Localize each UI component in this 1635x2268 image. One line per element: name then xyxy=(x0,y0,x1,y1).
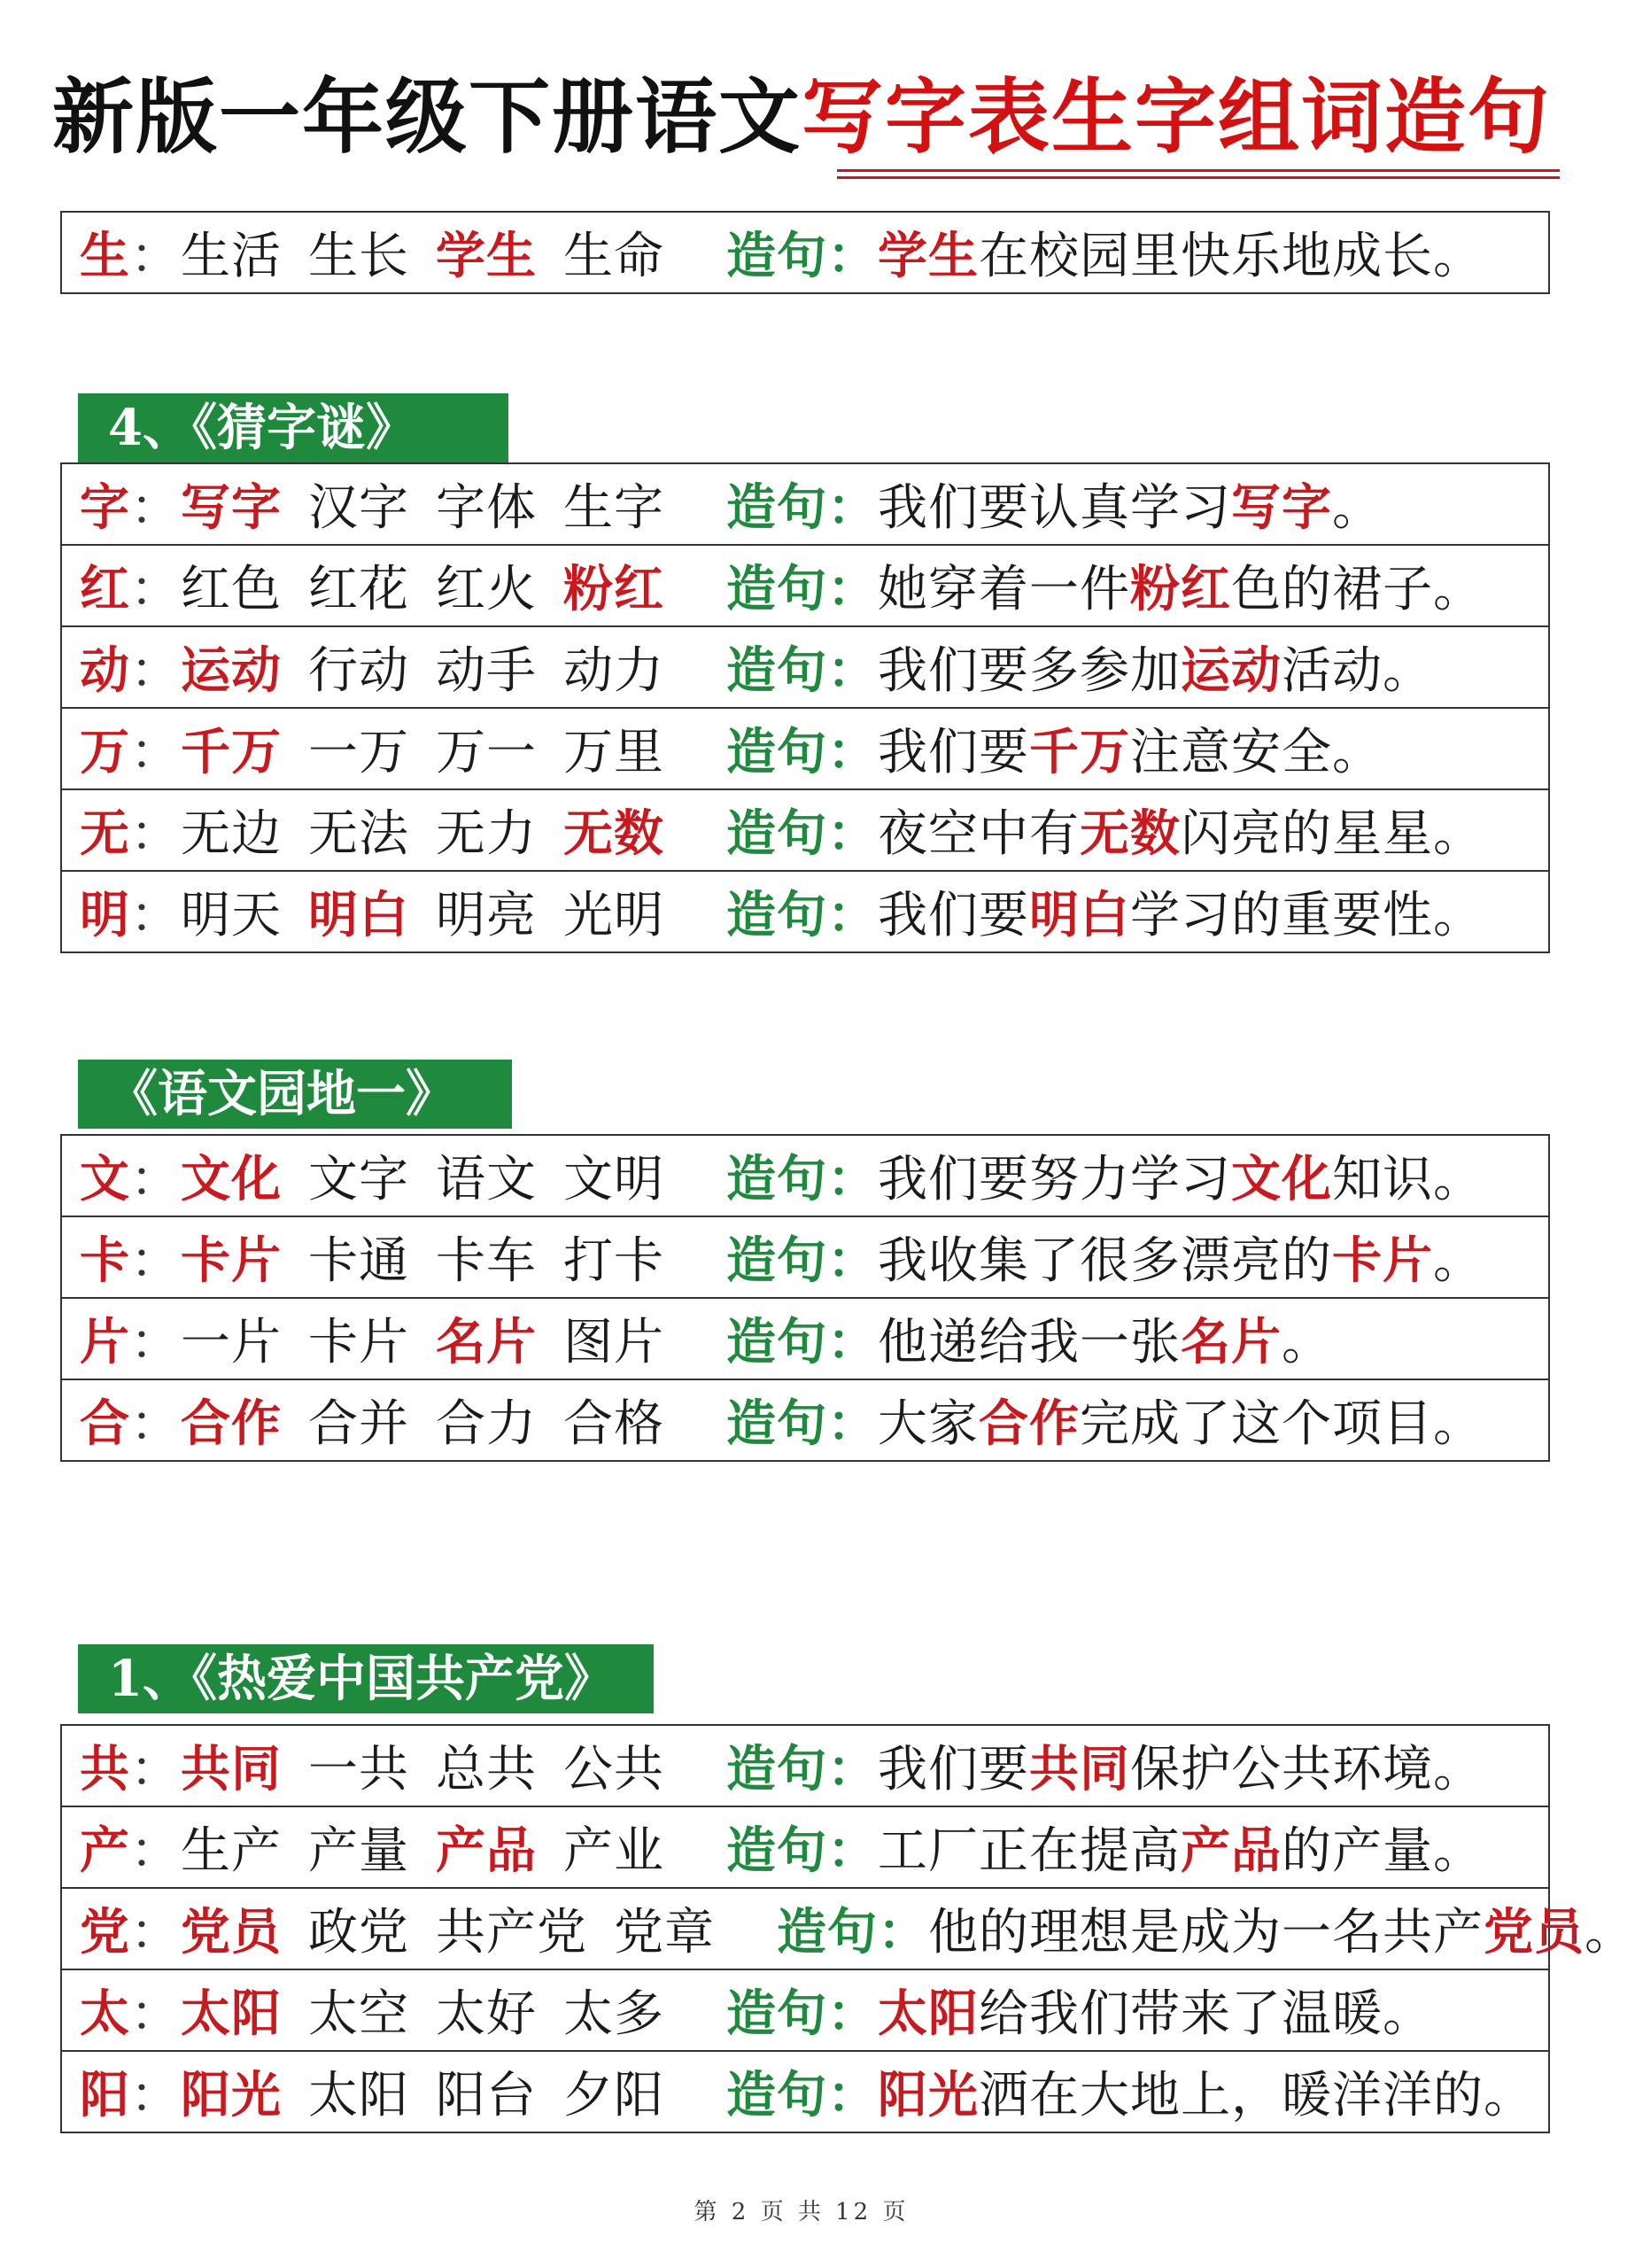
sentence-part: 他递给我一张 xyxy=(878,1314,1181,1371)
row-cell xyxy=(61,545,1549,626)
word: 运动 xyxy=(181,641,282,700)
character: 无 xyxy=(80,804,130,863)
character: 产 xyxy=(80,1821,130,1880)
word: 生命 xyxy=(563,228,664,285)
colon: ： xyxy=(827,1231,878,1290)
character: 卡 xyxy=(80,1231,130,1290)
word: 一片 xyxy=(181,1314,282,1371)
word: 名片 xyxy=(436,1313,537,1371)
word-table xyxy=(60,1724,1635,2133)
sentence-label: 造句 xyxy=(726,478,827,537)
character: 红 xyxy=(80,560,130,618)
word: 红花 xyxy=(308,561,409,618)
word: 阳光 xyxy=(181,2066,282,2124)
title-black-part: 新版一年级下册语文 xyxy=(51,70,802,165)
table-row xyxy=(61,463,1549,545)
word: 太多 xyxy=(563,1985,664,2043)
row-cell xyxy=(61,1298,1549,1379)
sentence-part: 我们要认真学习 xyxy=(878,479,1231,537)
sentence-part: 学习的重要性。 xyxy=(1130,887,1484,944)
title-red-part: 写字表生字组词造句 xyxy=(802,70,1552,165)
sentence-part: 完成了这个项目。 xyxy=(1080,1395,1484,1453)
sentence-part: 工厂正在提高 xyxy=(878,1822,1181,1880)
sentence-label: 造句 xyxy=(726,1313,827,1371)
sentence-part: 我们要 xyxy=(878,1741,1029,1798)
word: 太空 xyxy=(308,1985,409,2043)
word: 政党 xyxy=(308,1904,409,1961)
word: 卡片 xyxy=(181,1231,282,1290)
sentence-label: 造句 xyxy=(726,1150,827,1208)
sentence-label: 造句 xyxy=(726,804,827,863)
word: 生长 xyxy=(308,228,409,285)
word: 无数 xyxy=(563,804,664,863)
row-cell xyxy=(61,708,1549,789)
sentence-part: 明白 xyxy=(1029,886,1130,944)
sentence-part: 共同 xyxy=(1029,1740,1130,1798)
row-cell xyxy=(61,1135,1549,1216)
sentence-label: 造句 xyxy=(726,1231,827,1290)
page-title xyxy=(0,69,1603,167)
sentence-part: 文化 xyxy=(1231,1150,1332,1208)
colon: ： xyxy=(130,642,181,700)
sentence-part: 阳光 xyxy=(878,2066,979,2124)
sentence-part: 太阳 xyxy=(878,1984,979,2043)
row-cell xyxy=(61,626,1549,708)
table-row xyxy=(61,2051,1549,2132)
word: 共同 xyxy=(181,1740,282,1798)
colon: ： xyxy=(827,1150,878,1208)
table-row xyxy=(61,212,1549,293)
row-cell xyxy=(61,1969,1549,2051)
colon: ： xyxy=(827,1821,878,1880)
sentence-part: 卡片 xyxy=(1332,1231,1433,1290)
word: 万一 xyxy=(436,724,537,781)
sentence-part: 大家 xyxy=(878,1395,979,1453)
table-row xyxy=(61,1135,1549,1216)
word: 明天 xyxy=(181,887,282,944)
word: 总共 xyxy=(436,1741,537,1798)
sentence-part: 色的裙子。 xyxy=(1231,561,1484,618)
sentence-part: 运动 xyxy=(1181,641,1282,700)
word: 产量 xyxy=(308,1822,409,1880)
sentence-part: 闪亮的星星。 xyxy=(1181,805,1484,863)
colon: ： xyxy=(827,641,878,700)
character: 党 xyxy=(80,1903,130,1961)
character: 合 xyxy=(80,1394,130,1453)
word: 夕阳 xyxy=(563,2067,664,2124)
colon: ： xyxy=(827,1313,878,1371)
word: 无力 xyxy=(436,805,537,863)
word: 文明 xyxy=(563,1151,664,1208)
sentence-part: 洒在大地上，暖洋洋的。 xyxy=(979,2067,1534,2124)
sentence-part: 合作 xyxy=(979,1394,1080,1453)
word: 合作 xyxy=(181,1394,282,1453)
sentence-part: 我们要多参加 xyxy=(878,642,1181,700)
word: 学生 xyxy=(436,227,537,285)
sentence-part: 。 xyxy=(1282,1314,1332,1371)
row-cell xyxy=(61,1725,1549,1806)
word: 生产 xyxy=(181,1822,282,1880)
table-row xyxy=(61,789,1549,871)
colon: ： xyxy=(130,1985,181,2043)
table-row xyxy=(61,626,1549,708)
word: 写字 xyxy=(181,478,282,537)
colon: ： xyxy=(130,228,181,285)
sentence-label: 造句 xyxy=(726,227,827,285)
word: 行动 xyxy=(308,642,409,700)
sentence-part: 无数 xyxy=(1080,804,1181,863)
sentence-label: 造句 xyxy=(726,886,827,944)
sentence-part: 保护公共环境。 xyxy=(1130,1741,1484,1798)
table-row xyxy=(61,545,1549,626)
row-cell xyxy=(61,1379,1549,1461)
sentence-label: 造句 xyxy=(726,1821,827,1880)
word: 汉字 xyxy=(308,479,409,537)
word: 共产党 xyxy=(436,1904,587,1961)
sentence-part: 学生 xyxy=(878,227,979,285)
table-row xyxy=(61,1379,1549,1461)
word: 公共 xyxy=(563,1741,664,1798)
colon: ： xyxy=(130,561,181,618)
colon: ： xyxy=(827,2066,878,2124)
word: 图片 xyxy=(563,1314,664,1371)
word: 红色 xyxy=(181,561,282,618)
sentence-part: 我们要 xyxy=(878,887,1029,944)
sentence-part: 她穿着一件 xyxy=(878,561,1130,618)
table-row xyxy=(61,1298,1549,1379)
section-heading: 《语文园地一》 xyxy=(78,1060,512,1129)
colon: ： xyxy=(827,1984,878,2043)
word: 语文 xyxy=(436,1151,537,1208)
colon: ： xyxy=(827,886,878,944)
character: 生 xyxy=(80,227,130,285)
word: 太好 xyxy=(436,1985,537,2043)
character: 阳 xyxy=(80,2066,130,2124)
word: 党员 xyxy=(181,1903,282,1961)
sentence-label: 造句 xyxy=(726,560,827,618)
sentence-part: 产品 xyxy=(1181,1821,1282,1880)
word: 合并 xyxy=(308,1395,409,1453)
sentence-part: 我们要努力学习 xyxy=(878,1151,1231,1208)
word: 合力 xyxy=(436,1395,537,1453)
sentence-part: 他的理想是成为一名共产 xyxy=(928,1904,1484,1961)
colon: ： xyxy=(130,1395,181,1453)
word: 一共 xyxy=(308,1741,409,1798)
sentence-part: 的产量。 xyxy=(1282,1822,1484,1880)
sentence-part: 粉红 xyxy=(1130,560,1231,618)
row-cell xyxy=(61,212,1549,293)
table-row xyxy=(61,1888,1549,1969)
section-heading: 1、《热爱中国共产党》 xyxy=(78,1644,654,1713)
colon: ： xyxy=(130,1314,181,1371)
sentence-part: 夜空中有 xyxy=(878,805,1080,863)
word: 党章 xyxy=(614,1904,715,1961)
word: 一万 xyxy=(308,724,409,781)
word: 文化 xyxy=(181,1150,282,1208)
sentence-part: 。 xyxy=(1585,1904,1635,1961)
word: 太阳 xyxy=(308,2067,409,2124)
row-cell xyxy=(61,789,1549,871)
word: 文字 xyxy=(308,1151,409,1208)
word: 产品 xyxy=(436,1821,537,1880)
word: 明亮 xyxy=(436,887,537,944)
sentence-label: 造句 xyxy=(777,1903,878,1961)
colon: ： xyxy=(130,1741,181,1798)
word-table xyxy=(60,1134,1550,1462)
word: 产业 xyxy=(563,1822,664,1880)
word: 阳台 xyxy=(436,2067,537,2124)
colon: ： xyxy=(827,1394,878,1453)
sentence-part: 给我们带来了温暖。 xyxy=(979,1985,1433,2043)
sentence-part: 党员 xyxy=(1484,1903,1585,1961)
word: 卡通 xyxy=(308,1232,409,1290)
table-row xyxy=(61,1216,1549,1298)
character: 太 xyxy=(80,1984,130,2043)
sentence-label: 造句 xyxy=(726,641,827,700)
row-cell xyxy=(61,1216,1549,1298)
row-cell xyxy=(61,1888,1635,1969)
colon: ： xyxy=(130,724,181,781)
word: 无边 xyxy=(181,805,282,863)
table-row xyxy=(61,1806,1549,1888)
sentence-label: 造句 xyxy=(726,1740,827,1798)
table-row xyxy=(61,1725,1549,1806)
colon: ： xyxy=(827,1740,878,1798)
word: 字体 xyxy=(436,479,537,537)
word: 万里 xyxy=(563,724,664,781)
sentence-label: 造句 xyxy=(726,2066,827,2124)
colon: ： xyxy=(827,227,878,285)
colon: ： xyxy=(878,1903,928,1961)
row-cell xyxy=(61,1806,1549,1888)
colon: ： xyxy=(130,1151,181,1208)
section-heading: 4、《猜字谜》 xyxy=(78,393,508,462)
colon: ： xyxy=(130,479,181,537)
word: 太阳 xyxy=(181,1984,282,2043)
sentence-part: 我收集了很多漂亮的 xyxy=(878,1232,1332,1290)
row-cell xyxy=(61,463,1549,545)
colon: ： xyxy=(827,723,878,781)
sentence-label: 造句 xyxy=(726,723,827,781)
colon: ： xyxy=(827,478,878,537)
sentence-label: 造句 xyxy=(726,1984,827,2043)
character: 万 xyxy=(80,723,130,781)
colon: ： xyxy=(130,2067,181,2124)
sentence-part: 。 xyxy=(1433,1232,1484,1290)
word: 红火 xyxy=(436,561,537,618)
table-row xyxy=(61,871,1549,952)
sentence-part: 千万 xyxy=(1029,723,1130,781)
word: 无法 xyxy=(308,805,409,863)
character: 共 xyxy=(80,1740,130,1798)
word: 明白 xyxy=(308,886,409,944)
sentence-part: 注意安全。 xyxy=(1130,724,1383,781)
character: 文 xyxy=(80,1150,130,1208)
colon: ： xyxy=(130,805,181,863)
sentence-part: 。 xyxy=(1332,479,1383,537)
sentence-part: 知识。 xyxy=(1332,1151,1484,1208)
character: 明 xyxy=(80,886,130,944)
word: 卡车 xyxy=(436,1232,537,1290)
colon: ： xyxy=(130,1904,181,1961)
word: 千万 xyxy=(181,723,282,781)
colon: ： xyxy=(130,1822,181,1880)
sentence-label: 造句 xyxy=(726,1394,827,1453)
word: 光明 xyxy=(563,887,664,944)
character: 动 xyxy=(80,641,130,700)
word: 动手 xyxy=(436,642,537,700)
word: 卡片 xyxy=(308,1314,409,1371)
word-table xyxy=(60,211,1550,294)
word: 合格 xyxy=(563,1395,664,1453)
character: 片 xyxy=(80,1313,130,1371)
colon: ： xyxy=(130,1232,181,1290)
word: 生字 xyxy=(563,479,664,537)
sentence-part: 名片 xyxy=(1181,1313,1282,1371)
row-cell xyxy=(61,871,1549,952)
word-table xyxy=(60,462,1550,953)
word: 打卡 xyxy=(563,1232,664,1290)
word: 生活 xyxy=(181,228,282,285)
row-cell xyxy=(61,2051,1549,2132)
sentence-part: 在校园里快乐地成长。 xyxy=(979,228,1484,285)
colon: ： xyxy=(827,804,878,863)
sentence-part: 活动。 xyxy=(1282,642,1433,700)
page-footer: 第 2 页 共 12 页 xyxy=(694,2199,910,2225)
word: 粉红 xyxy=(563,560,664,618)
sentence-part: 写字 xyxy=(1231,478,1332,537)
sentence-part: 我们要 xyxy=(878,724,1029,781)
table-row xyxy=(61,1969,1549,2051)
table-row xyxy=(61,708,1549,789)
character: 字 xyxy=(80,478,130,537)
word: 动力 xyxy=(563,642,664,700)
colon: ： xyxy=(130,887,181,944)
colon: ： xyxy=(827,560,878,618)
